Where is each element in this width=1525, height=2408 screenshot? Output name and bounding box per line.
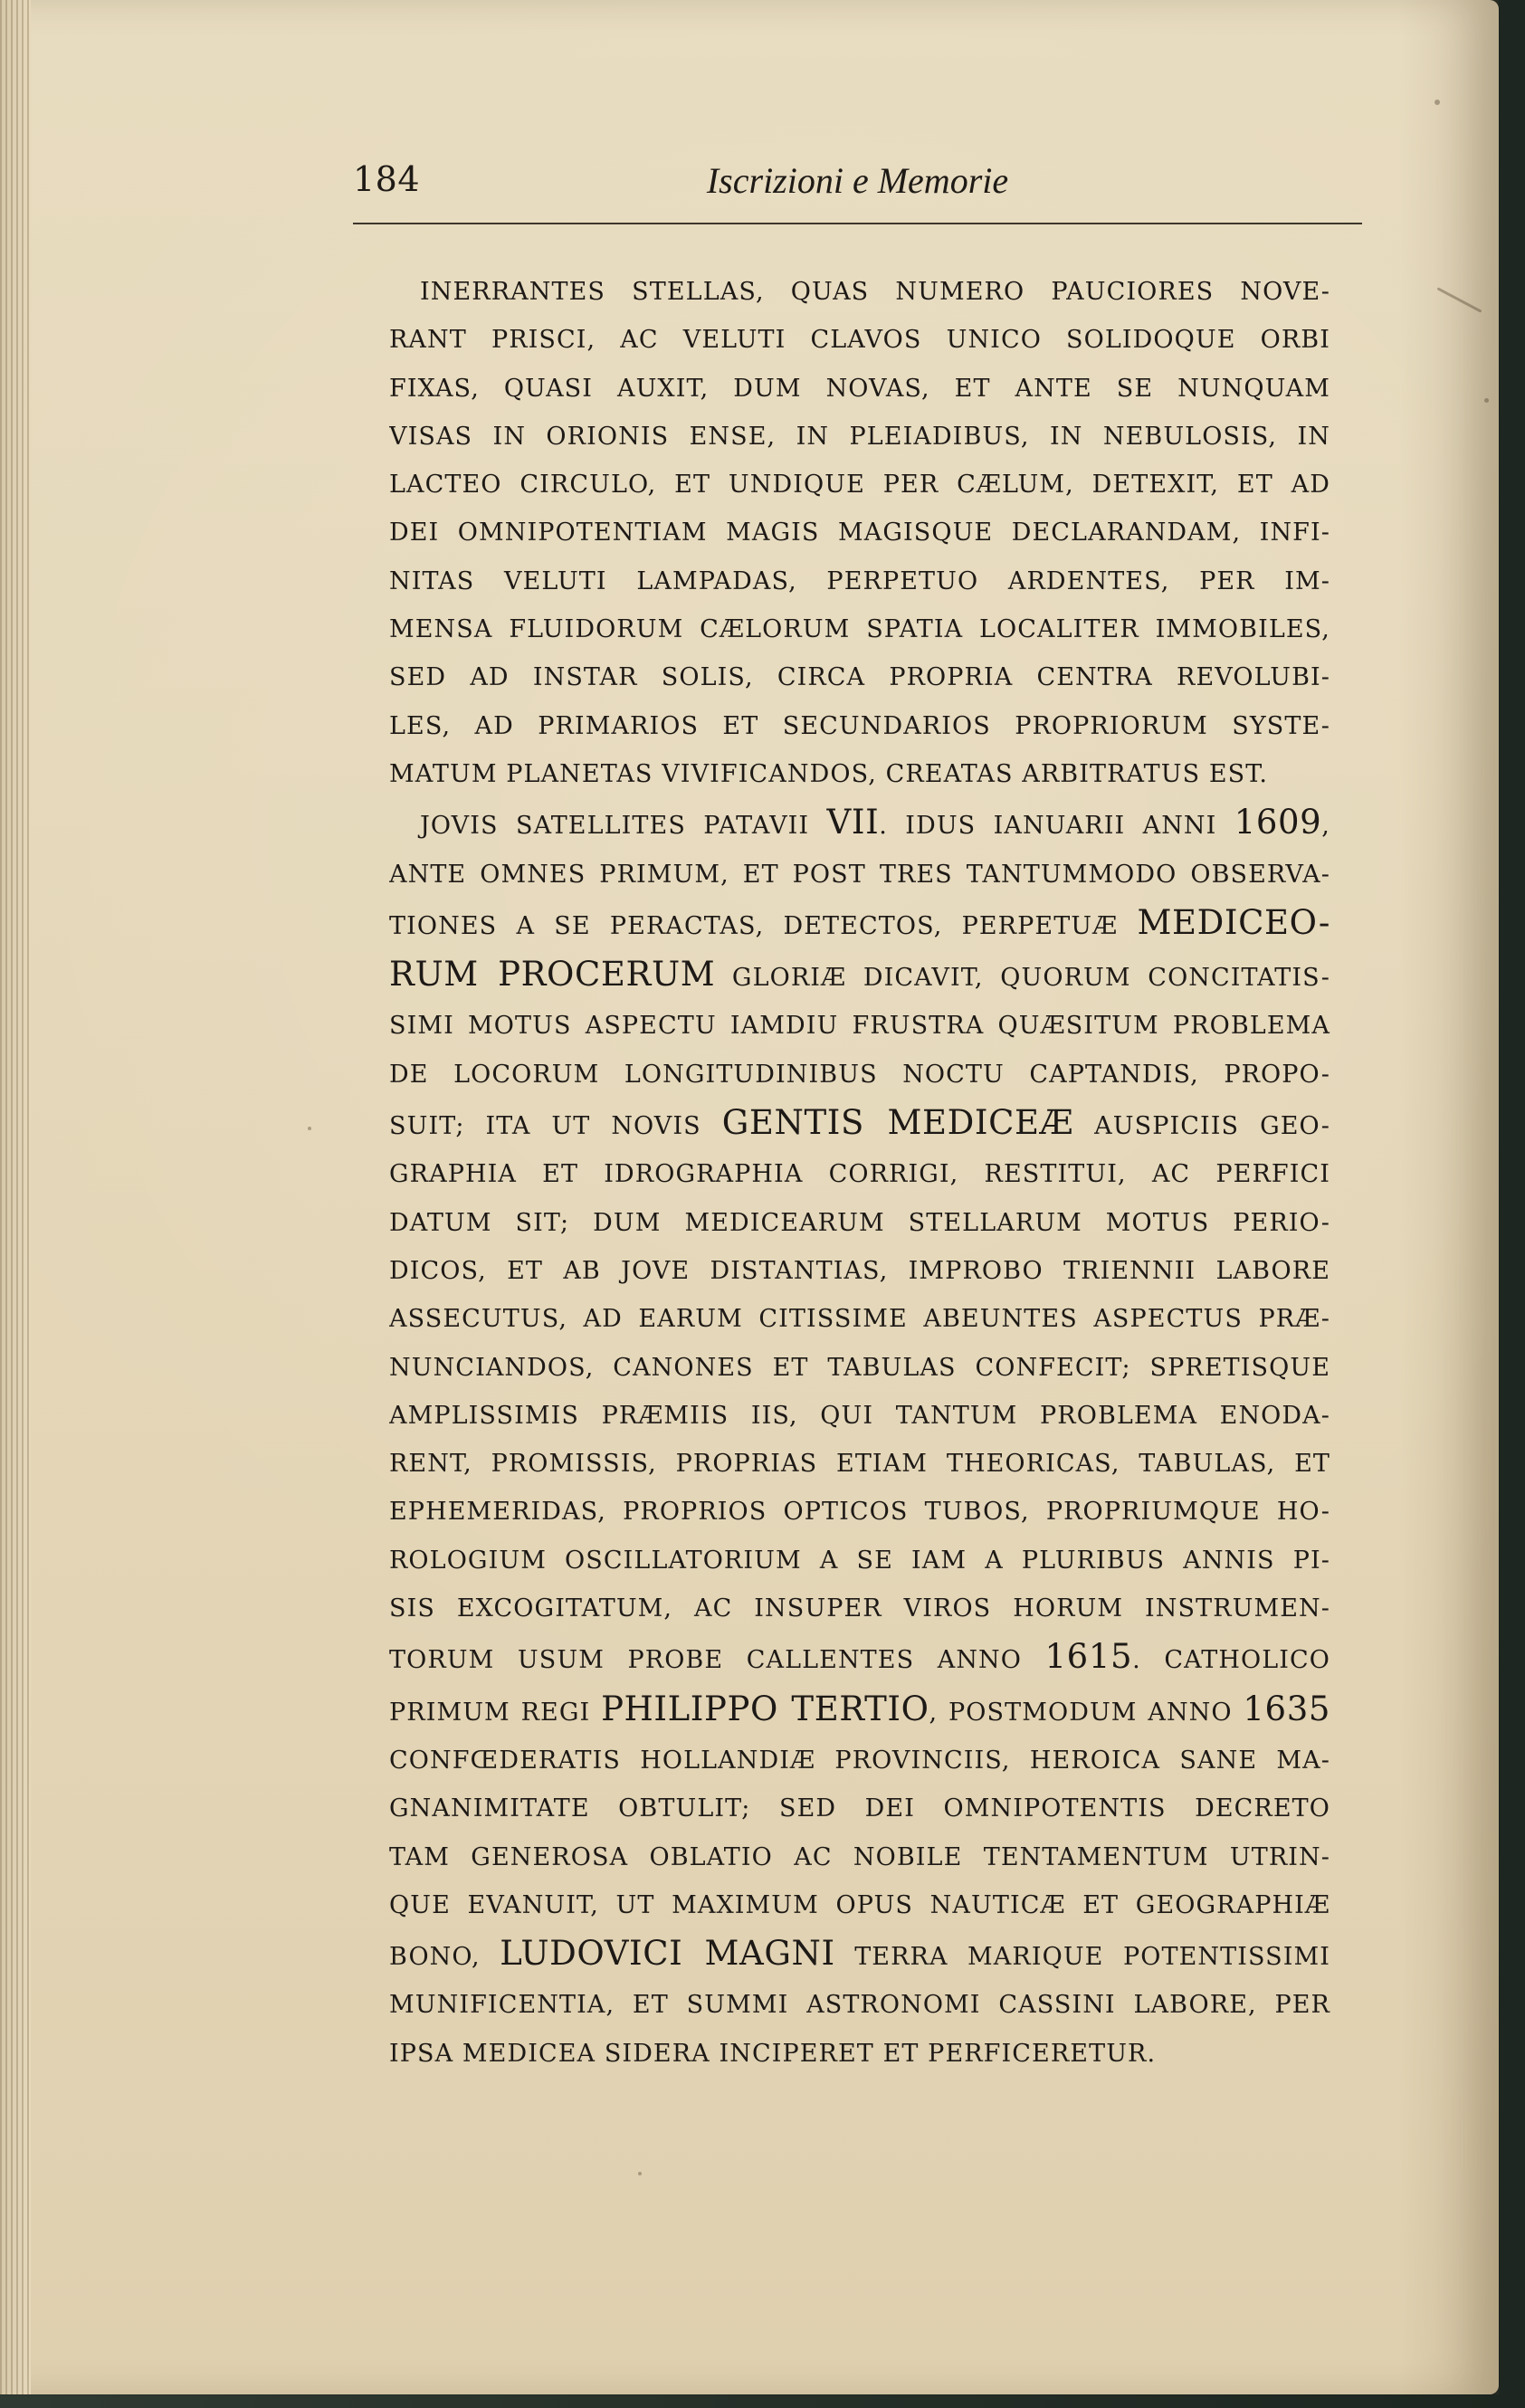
text-line: GRAPHIA ET IDROGRAPHIA CORRIGI, RESTITUI, AC PERFICI bbox=[389, 1160, 1330, 1189]
paper-scratch bbox=[1437, 287, 1482, 312]
text-fragment: BONO, bbox=[389, 1943, 500, 1972]
text-line: MUNIFICENTIA, ET SUMMI ASTRONOMI CASSINI LABORE, PER bbox=[389, 1991, 1330, 2020]
text-line: NITAS VELUTI LAMPADAS, PERPETUO ARDENTES, PER IM- bbox=[389, 566, 1330, 595]
emphasized-name: RUM PROCERUM bbox=[389, 955, 716, 995]
text-line bbox=[389, 950, 1330, 1002]
text-line bbox=[389, 1685, 1330, 1737]
text-line: INERRANTES STELLAS, QUAS NUMERO PAUCIORES NOVE- bbox=[420, 278, 1330, 306]
page-binding-edge bbox=[0, 0, 31, 2394]
emphasized-name: PHILIPPO TERTIO bbox=[601, 1689, 929, 1728]
page-header bbox=[353, 159, 1362, 214]
running-title: Iscrizioni e Memorie bbox=[706, 160, 1009, 201]
text-line bbox=[389, 1929, 1330, 1981]
paper-speck bbox=[1434, 100, 1440, 105]
text-line: TAM GENEROSA OBLATIO AC NOBILE TENTAMENTUM UTRIN- bbox=[389, 1842, 1330, 1871]
inscription-text bbox=[389, 268, 1330, 2078]
text-line: ANTE OMNES PRIMUM, ET POST TRES TANTUMMODO OBSERVA- bbox=[389, 860, 1330, 889]
text-fragment: SUIT; ITA UT NOVIS bbox=[389, 1112, 722, 1141]
roman-numeral: VII bbox=[826, 803, 880, 842]
text-line: FIXAS, QUASI AUXIT, DUM NOVAS, ET ANTE SE NUNQUAM bbox=[389, 374, 1330, 403]
header-rule bbox=[353, 223, 1362, 224]
text-line: SIMI MOTUS ASPECTU IAMDIU FRUSTRA QUÆSITUM PROBLEMA bbox=[389, 1012, 1330, 1041]
paper-speck bbox=[638, 2172, 642, 2175]
text-line: NUNCIANDOS, CANONES ET TABULAS CONFECIT; SPRETISQUE bbox=[389, 1353, 1330, 1382]
paper-speck bbox=[308, 1127, 311, 1130]
page-edge-shadow bbox=[1399, 0, 1499, 2394]
text-line: SED AD INSTAR SOLIS, CIRCA PROPRIA CENTRA REVOLUBI- bbox=[389, 663, 1330, 692]
text-fragment: . CATHOLICO bbox=[1132, 1646, 1330, 1675]
text-line: IPSA MEDICEA SIDERA INCIPERET ET PERFICERETUR. bbox=[389, 2039, 1157, 2068]
paragraph-1 bbox=[389, 268, 1330, 798]
text-line bbox=[389, 899, 1330, 950]
text-fragment: TIONES A SE PERACTAS, DETECTOS, PERPETUÆ bbox=[389, 911, 1138, 940]
year-number: 1609 bbox=[1234, 803, 1322, 842]
text-fragment: , POSTMODUM ANNO bbox=[929, 1698, 1244, 1727]
text-line: QUE EVANUIT, UT MAXIMUM OPUS NAUTICÆ ET GEOGRAPHIÆ bbox=[389, 1890, 1330, 1919]
text-line: VISAS IN ORIONIS ENSE, IN PLEIADIBUS, IN NEBULOSIS, IN bbox=[389, 422, 1330, 451]
text-line: RENT, PROMISSIS, PROPRIAS ETIAM THEORICAS, TABULAS, ET bbox=[389, 1450, 1330, 1479]
text-fragment: TORUM USUM PROBE CALLENTES ANNO bbox=[389, 1646, 1045, 1675]
year-number: 1615 bbox=[1044, 1637, 1133, 1677]
emphasized-name: GENTIS MEDICEÆ bbox=[721, 1103, 1074, 1143]
text-line: GNANIMITATE OBTULIT; SED DEI OMNIPOTENTIS DECRETO bbox=[389, 1794, 1330, 1823]
text-line: DICOS, ET AB JOVE DISTANTIAS, IMPROBO TRIENNII LABORE bbox=[389, 1256, 1330, 1285]
text-fragment: . IDUS IANUARII ANNI bbox=[879, 812, 1234, 841]
text-line: MENSA FLUIDORUM CÆLORUM SPATIA LOCALITER IMMOBILES, bbox=[389, 615, 1330, 644]
text-line: ROLOGIUM OSCILLATORIUM A SE IAM A PLURIBUS ANNIS PI- bbox=[389, 1546, 1330, 1575]
text-line: MATUM PLANETAS VIVIFICANDOS, CREATAS ARBITRATUS EST. bbox=[389, 759, 1269, 788]
page-number: 184 bbox=[353, 159, 421, 199]
text-line bbox=[389, 798, 1330, 850]
text-line: DEI OMNIPOTENTIAM MAGIS MAGISQUE DECLARANDAM, INFI- bbox=[389, 519, 1330, 547]
paper-speck bbox=[1484, 398, 1489, 403]
text-fragment: GLORIÆ DICAVIT, QUORUM CONCITATIS- bbox=[715, 964, 1330, 993]
year-number: 1635 bbox=[1243, 1689, 1330, 1728]
text-line: DATUM SIT; DUM MEDICEARUM STELLARUM MOTUS PERIO- bbox=[389, 1208, 1330, 1237]
text-fragment: PRIMUM REGI bbox=[389, 1698, 602, 1727]
text-fragment: JOVIS SATELLITES PATAVII bbox=[420, 812, 827, 841]
text-line bbox=[389, 1099, 1330, 1150]
text-line: RANT PRISCI, AC VELUTI CLAVOS UNICO SOLIDOQUE ORBI bbox=[389, 326, 1330, 355]
text-line: CONFŒDERATIS HOLLANDIÆ PROVINCIIS, HEROICA SANE MA- bbox=[389, 1746, 1330, 1775]
text-line: LES, AD PRIMARIOS ET SECUNDARIOS PROPRIORUM SYSTE- bbox=[389, 711, 1330, 740]
emphasized-name: LUDOVICI MAGNI bbox=[500, 1934, 835, 1974]
text-line: AMPLISSIMIS PRÆMIIS IIS, QUI TANTUM PROBLEMA ENODA- bbox=[389, 1401, 1330, 1430]
text-line bbox=[389, 1632, 1330, 1684]
emphasized-name: MEDICEO- bbox=[1137, 902, 1330, 942]
text-line: DE LOCORUM LONGITUDINIBUS NOCTU CAPTANDIS, PROPO- bbox=[389, 1060, 1330, 1089]
paragraph-2 bbox=[389, 798, 1330, 2078]
text-line: EPHEMERIDAS, PROPRIOS OPTICOS TUBOS, PROPRIUMQUE HO- bbox=[389, 1498, 1330, 1527]
text-fragment: AUSPICIIS GEO- bbox=[1073, 1112, 1330, 1141]
text-fragment: TERRA MARIQUE POTENTISSIMI bbox=[834, 1943, 1330, 1972]
text-line: SIS EXCOGITATUM, AC INSUPER VIROS HORUM INSTRUMEN- bbox=[389, 1594, 1330, 1623]
text-fragment: , bbox=[1321, 812, 1330, 841]
text-line: ASSECUTUS, AD EARUM CITISSIME ABEUNTES ASPECTUS PRÆ- bbox=[389, 1305, 1330, 1334]
text-line: LACTEO CIRCULO, ET UNDIQUE PER CÆLUM, DETEXIT, ET AD bbox=[389, 471, 1330, 500]
